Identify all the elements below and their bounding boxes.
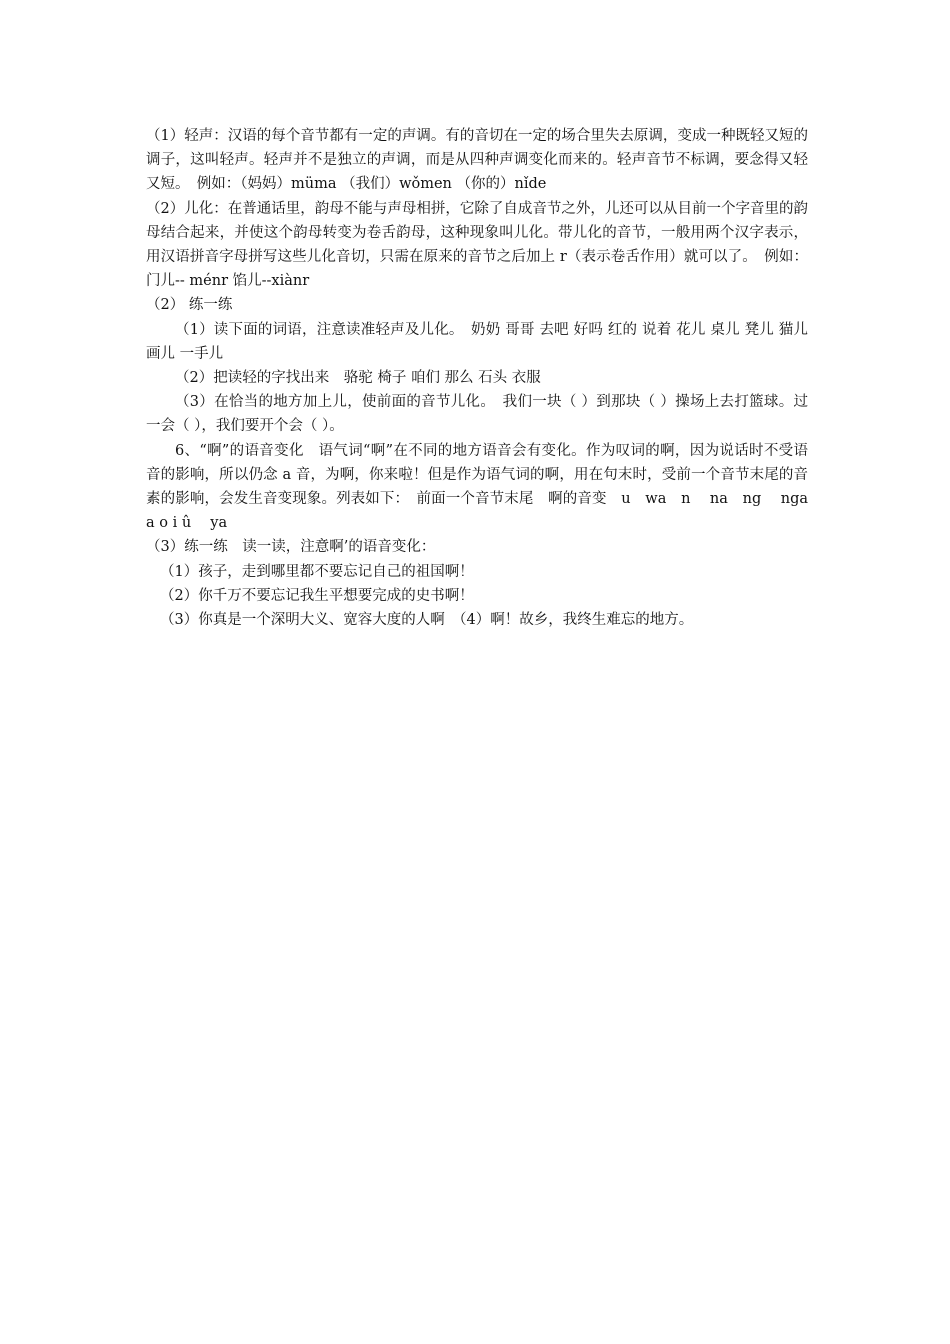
exercise-read-words: （1）读下面的词语，注意读准轻声及儿化。 奶奶 哥哥 去吧 好吗 红的 说着 花儿 桌儿 凳儿 猫儿 画儿 一手儿	[146, 321, 808, 362]
paragraph-erhua: （2）儿化：在普通话里，韵母不能与声母相拼，它除了自成音节之外，儿还可以从目前一个字音里的韵母结合起来，并使这个韵母转变为卷舌韵母，这种现象叫儿化。带儿化的音节，一般用两个汉字表示，用汉语拼音字母拼写这些儿化音切，只需在原来的音节之后加上 r（表示卷舌作用）就可以了。 例如：门儿-- ménr 馅儿--xiànr	[146, 200, 808, 290]
heading-practice-read: （3）练一练 读一读，注意啊’的语音变化：	[146, 539, 436, 556]
heading-practice: （2） 练一练	[146, 297, 233, 314]
exercise-add-er: （3）在恰当的地方加上儿，使前面的音节儿化。 我们一块（ ）到那块（ ）操场上去打篮球。过一会（ ），我们要开个会（ ）。	[146, 394, 808, 435]
sentence-item-2: （2）你千万不要忘记我生平想要完成的史书啊！	[160, 587, 474, 604]
sentence-item-1: （1）孩子，走到哪里都不要忘记自己的祖国啊！	[160, 563, 474, 580]
exercise-find-light-tone: （2）把读轻的字找出来 骆驼 椅子 咱们 那么 石头 衣服	[175, 370, 541, 387]
document-body	[146, 124, 823, 632]
sentence-item-3: （3）你真是一个深明大义、宽容大度的人啊 （4）啊！故乡，我终生难忘的地方。	[160, 612, 694, 629]
paragraph-light-tone: （1）轻声：汉语的每个音节都有一定的声调。有的音切在一定的场合里失去原调，变成一种既轻又短的调子，这叫轻声。轻声并不是独立的声调，而是从四种声调变化而来的。轻声音节不标调，要念得又轻又短。 例如：（妈妈）müma （我们）wǒmen （你的）nǐde	[146, 128, 808, 193]
paragraph-a-sound-change: 6、“啊”的语音变化 语气词“啊”在不同的地方语音会有变化。作为叹词的啊，因为说话时不受语音的影响，所以仍念 a 音，为啊，你来啦！但是作为语气词的啊，用在句末时，受前一个音节末尾的音素的影响，会发生音变现象。列表如下： 前面一个音节末尾 啊的音变 u wa n na ng nga a o i û ya	[146, 442, 823, 532]
